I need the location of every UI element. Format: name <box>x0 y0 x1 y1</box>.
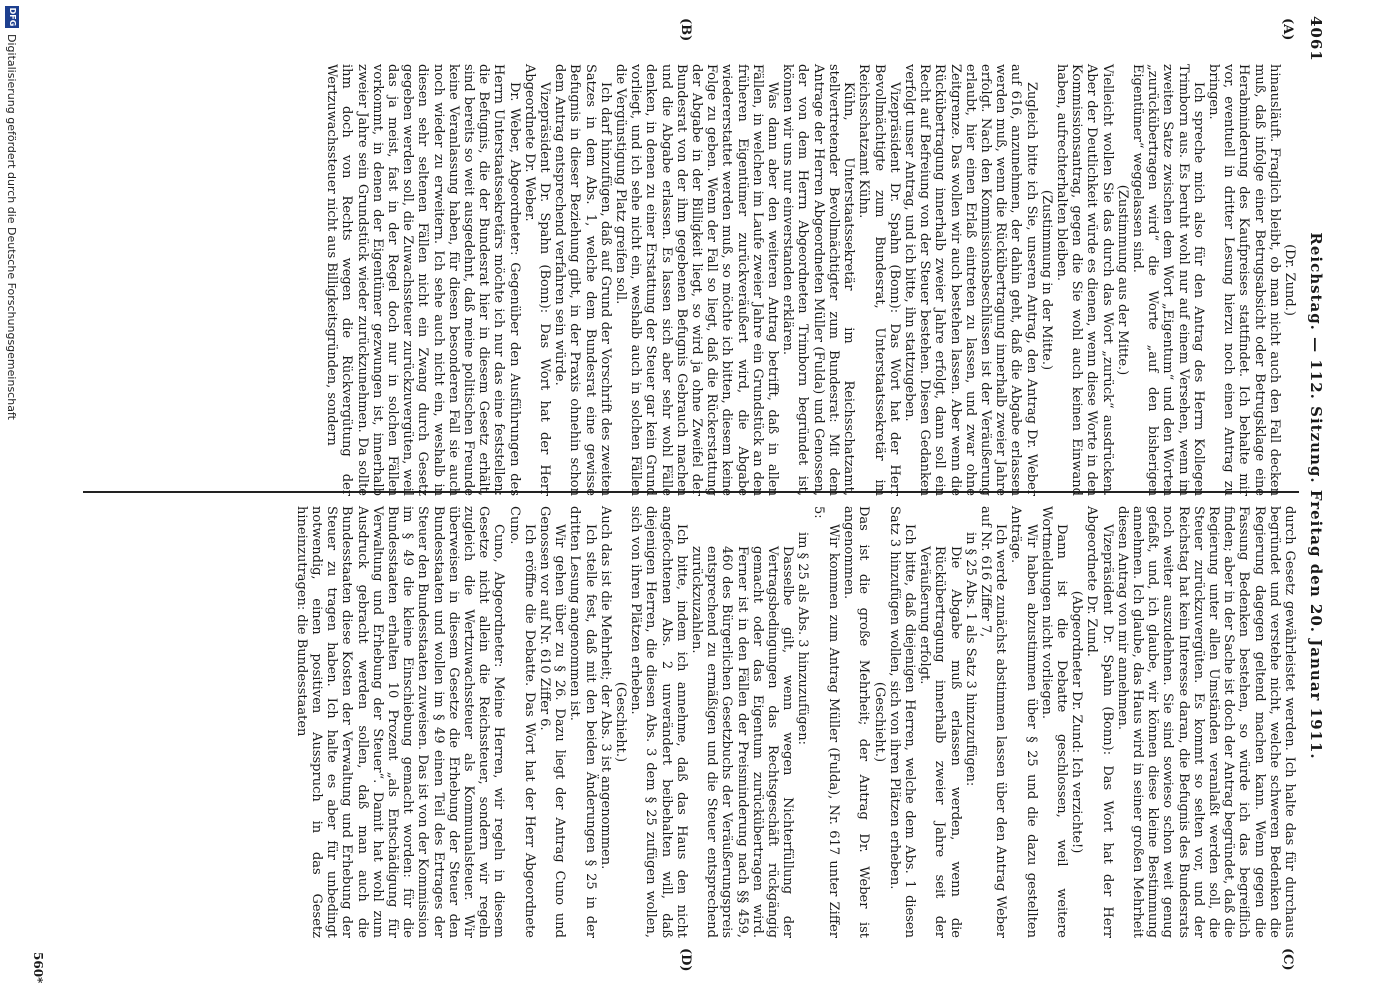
motion-text: im § 25 als Abs. 3 hinzuzufügen: <box>795 532 811 745</box>
page-title: Reichstag. — 112. Sitzung. Freitag den 20. Januar 1911. <box>1307 232 1325 760</box>
margin-letter-b: (B) <box>678 18 693 42</box>
motion-text: in § 25 Abs. 1 als Satz 3 hinzuzufügen: <box>962 532 978 787</box>
speaker-paragraph: Vizepräsident Dr. Spahn (Bonn): Das Wort hat der Herr Abgeordnete Dr. Weber. <box>521 64 553 496</box>
paragraph: Ich werde zunächst abstimmen lassen über den Antrag Weber auf Nr. 616 Ziffer 7, <box>977 506 1009 938</box>
dfg-logo: DFG <box>5 6 19 28</box>
interjection: (Zustimmung aus der Mitte.) <box>1114 184 1130 376</box>
paragraph: Wir kommen zum Antrag Müller (Fulda), Nr. 617 unter Ziffer 5: <box>810 506 841 938</box>
paragraph: Vielleicht wollen Sie das durch das Wort „zurück“ ausdrücken. Aber der Deutlichkeit würde es dienen, wenn diese Worte in den Kommissionsantrag, gegen die Sie wohl auch keinen Einwand haben, aufrechterhalten bleiben. <box>1053 64 1115 496</box>
motion-text: Dasselbe gilt, wenn wegen Nichterfüllung der Vertragsbedingungen das Rechtsgeschäft rückgängig gemacht oder das Eigentum zurückübertragen wird. Ferner ist in den Fällen der Preisminderung nach §§ 459, 460 des Bürgerlichen Gesetzbuchs der Veräußerungspreis entsprechend zu ermäßigen und die Steuer entsprechend zurückzuzahlen. <box>689 546 796 938</box>
paragraph: Ich spreche mich also für den Antrag des Herrn Kollegen Trimborn aus. Es beruht wohl nur auf einem Versehen, wenn im zweiten Satze zwischen dem Wort „Eigentum“ und den Worten „zurückübertragen wird“ die Worte „auf den bisherigen Eigentümer“ weggelassen sind. <box>1129 64 1206 496</box>
paragraph: Ich darf hinzufügen, daß auf Grund der Vorschrift des zweiten Satzes in dem Abs. 1, welche dem Bundesrat eine gewisse Befugnis in dieser Beziehung gibt, in der Praxis ohnehin schon dem Antrag entsprechend verfahren sein würde. <box>552 64 613 496</box>
interjection: (Geschieht.) <box>871 681 887 763</box>
paragraph: durch Gesetz gewährleistet werden. Ich halte das für durchaus begründet und verstehe nicht, welche schweren Bedenken die Regierung dagegen geltend machen kann. Wenn gegen die Fassung Bedenken bestehen, so würde ich das begreiflich finden; aber in der Sache ist doch der Antrag begründet, daß die Regierung unter allen Umständen veranlaßt werden soll, die Steuer zurückzuvergüten. Es kommt so selten vor, und der Reichstag hat kein Interesse daran, die Befugnis des Bundesrats noch weiter auszudehnen. Sie sind sowieso schon weit genug gefaßt, und, ich glaube, wir können diese kleine Bestimmung annehmen. Ich glaube, das Haus wird in seiner großen Mehrheit diesen Antrag von mir annehmen. <box>1114 506 1297 938</box>
margin-letter-c: (C) <box>1280 948 1295 971</box>
speaker-paragraph: Vizepräsident Dr. Spahn (Bonn): Das Wort hat der Herr Bevollmächtigte zum Bundesrat, Unterstaatssekretär im Reichsschatzamt Kühn. <box>856 64 902 496</box>
paragraph: hinausläuft. Fraglich bleibt, ob man nicht auch den Fall decken muß, daß infolge einer Betrugsabsicht oder Betrugsklage eine Herabminderung des Kaufpreises stattfindet. Ich behalte mir vor, eventuell in dritter Lesung hierzu noch einen Antrag zu bringen. <box>1205 64 1282 496</box>
motion-text: Die Abgabe muß erlassen werden, wenn die Rückübertragung innerhalb zweier Jahre seit der Veräußerung erfolgt. <box>917 546 963 938</box>
interjection: (Zustimmung in der Mitte.) <box>1038 189 1054 371</box>
interjection: (Abgeordneter Dr. Zund: Ich verzichte!) <box>1069 590 1085 854</box>
digitization-credit <box>1 0 23 1000</box>
paragraph: Dann ist die Debatte geschlossen, weil weitere Wortmeldungen nicht vorliegen. <box>1038 506 1069 938</box>
paragraph: Auch das ist die Mehrheit; der Abs. 3 ist angenommen. <box>597 506 613 870</box>
speaker-paragraph: Vizepräsident Dr. Spahn (Bonn): Das Wort hat der Herr Abgeordnete Dr. Zund. <box>1084 506 1115 938</box>
footer-page-number: 560* <box>31 952 45 984</box>
right-column <box>294 506 1297 938</box>
speaker-paragraph: Kühn, Unterstaatssekretär im Reichsschatzamt, stellvertretender Bevollmächtigter zum Bundesrat: Mit dem Antrage der Herren Abgeordneten Müller (Fulda) und Genossen, der von dem Herrn Abgeordneten Trimborn begründet ist, können wir uns nur einverstanden erklären. <box>780 64 857 496</box>
speaker-context: (Dr. Zund.) <box>1282 244 1297 316</box>
paragraph: Was dann aber den weiteren Antrag betrifft, daß in allen Fällen, in welchen im Laufe zweier Jahre ein Grundstück an den früheren Eigentümer zurückveräußert wird, die Abgabe wiedererstattet werden muß, so möchte ich bitten, diesem keine Folge zu geben. Wenn der Fall so liegt, daß die Rückerstattung der Abgabe in der Billigkeit liegt, so wird ja ohne Zweifel der Bundesrat von der ihm gegebenen Befugnis Gebrauch machen und die Abgabe erlassen. Es lassen sich aber sehr wohl Fälle denken, in denen zu einer Erstattung der Steuer gar kein Grund vorliegt, und ich sehe nicht ein, weshalb auch in solchen Fällen die Vergünstigung Platz greifen soll. <box>613 64 781 496</box>
interjection: (Geschieht.) <box>613 681 629 763</box>
paragraph: Ich stelle fest, daß mit den beiden Änderungen § 25 in der dritten Lesung angenommen ist. <box>567 506 598 938</box>
paragraph: Das ist die große Mehrheit; der Antrag Dr. Weber ist angenommen. <box>841 506 872 938</box>
paragraph: Ich eröffne die Debatte. Das Wort hat der Herr Abgeordnete Cuno. <box>506 506 537 938</box>
margin-letter-d: (D) <box>678 948 693 972</box>
credit-text: Digitalisierung gefördert durch die Deutsche Forschungsgemeinschaft <box>5 34 19 420</box>
page-header <box>1301 12 1327 980</box>
paragraph: Wir gehen über zu § 26. Dazu liegt der Antrag Cuno und Genossen vor auf Nr. 610 Ziffer 6. <box>537 506 568 938</box>
paragraph: Ich bitte, indem ich annehme, daß das Haus den nicht angefochtenen Abs. 2 unverändert beibehalten will, daß diejenigen Herren, die diesen Abs. 3 dem § 25 zufügen wollen, sich von ihren Plätzen erheben. <box>628 506 689 938</box>
speaker-paragraph: Cuno, Abgeordneter: Meine Herren, wir regeln in diesem Gesetze nicht allein die Reichssteuer, sondern wir regeln zugleich die Wertzuwachssteuer als Kommunalsteuer. Wir überweisen in diesem Gesetze die Erhebung der Steuer den Bundesstaaten und wollen im § 49 einen Teil des Ertrages der Steuer den Bundesstaaten zuweisen. Das ist von der Kommission im § 49 die kleine Einschiebung gemacht worden: für die Bundesstaaten erhalten 10 Prozent „als Entschädigung für Verwaltung und Erhebung der Steuer“. Damit hat wohl zum Ausdruck gebracht werden sollen, daß man auch die Bundesstaaten diese Kosten der Verwaltung und Erhebung der Steuer zu tragen haben. Ich halte es aber für unbedingt notwendig, einen positiven Ausspruch in das Gesetz hineinzutragen: die Bundesstaaten <box>293 506 507 938</box>
paragraph: Wir haben abzustimmen über § 25 und die dazu gestellten Anträge. <box>1008 506 1039 938</box>
speaker-paragraph: Dr. Weber, Abgeordneter: Gegenüber den Ausführungen des Herrn Unterstaatssekretärs möchte ich nur das eine feststellen: die Befugnis, die der Bundesrat hier in diesem Gesetz erhält, sind bereits so weit ausgedehnt, daß meine politischen Freunde keine Veranlassung haben, für diesen besonderen Fall sie auch noch wieder zu erweitern. Ich sehe auch nicht ein, weshalb in diesen sehr seltenen Fällen nicht ein Zwang durch Gesetz gegeben werden soll, die Zuwachssteuer zurückzuvergüten, weil das ja meist, fast in der Regel doch nur in solchen Fällen vorkommt, in denen der Eigentümer gezwungen ist, innerhalb zweier Jahre sein Grundstück wieder zurückzunehmen. Da sollte ihm doch von Rechts wegen die Rückvergütung der Wertzuwachssteuer nicht aus Billigkeitsgründen, sondern <box>324 64 522 496</box>
page-number: 4061 <box>1307 16 1325 62</box>
paragraph: Zugleich bitte ich Sie, unseren Antrag, den Antrag Dr. Weber auf 616, anzunehmen, der dahin geht, daß die Abgabe erlassen werden muß, wenn die Rückübertragung innerhalb zweier Jahre erfolgt. Nach den Kommissionsbeschlüssen ist der Veräußerung erlaubt, hier einen Erlaß eintreten zu lassen, und zwar ohne Zeitgrenze. Das wollen wir auch bestehen lassen. Aber wenn die Rückübertragung innerhalb zweier Jahre erfolgt, dann soll ein Recht auf Befreiung von der Steuer bestehen. Diesen Gedanken verfolgt unser Antrag, und ich bitte, ihn stattzugeben. <box>901 64 1039 496</box>
left-column <box>324 64 1297 496</box>
paragraph: Ich bitte, daß diejenigen Herren, welche dem Abs. 1 diesen Satz 3 hinzufügen wollen, sich von ihren Plätzen erheben. <box>886 506 917 938</box>
margin-letter-a: (A) <box>1280 18 1295 41</box>
